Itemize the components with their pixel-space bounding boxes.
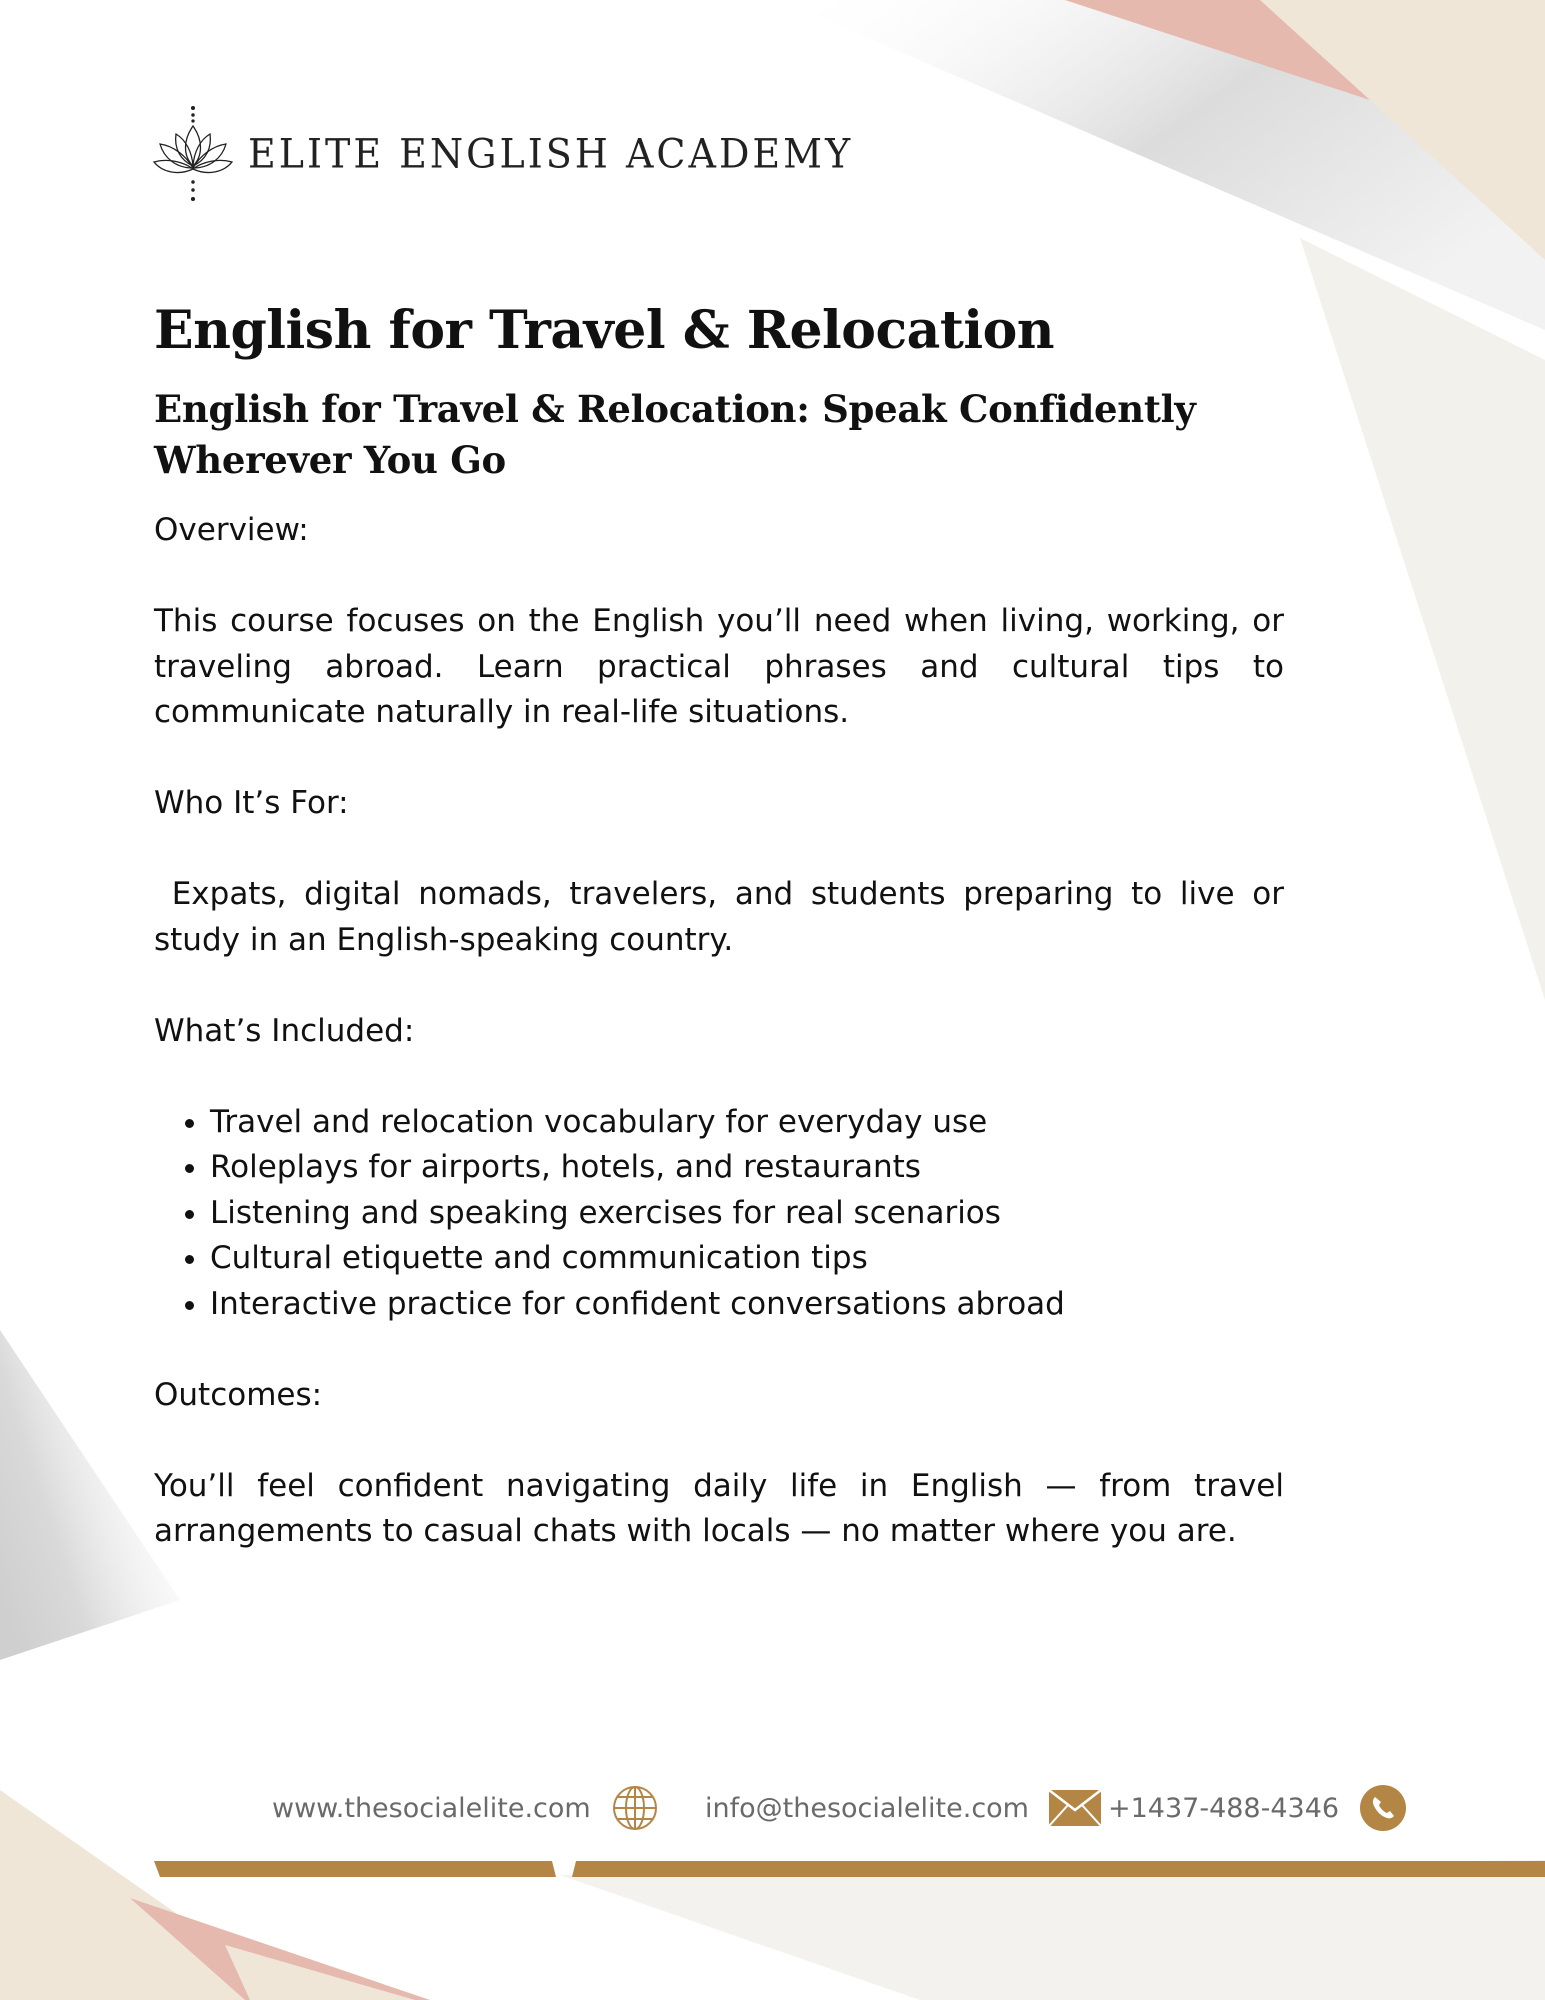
list-item: • Interactive practice for confident conversations abroad	[210, 1282, 1284, 1328]
footer-website[interactable]	[272, 1782, 659, 1834]
list-item: • Roleplays for airports, hotels, and restaurants	[210, 1145, 1284, 1191]
document-title: English for Travel & Relocation	[154, 300, 1055, 361]
phone-link[interactable]: +1437-488-4346	[1108, 1792, 1340, 1824]
document-body	[154, 508, 1294, 1600]
footer-phone[interactable]	[1108, 1782, 1407, 1834]
included-list	[210, 1100, 1284, 1328]
envelope-icon	[1049, 1790, 1101, 1826]
list-item: • Cultural etiquette and communication tips	[210, 1236, 1284, 1282]
overview-label: Overview:	[154, 512, 309, 548]
audience-text: Expats, digital nomads, travelers, and students preparing to live or study in an English-speaking country.	[154, 876, 1294, 958]
audience-label: Who It’s For:	[154, 785, 349, 821]
overview-text: This course focuses on the English you’ll need when living, working, or traveling abroad. Learn practical phrases and cultural tips to communicate naturally in real-life situations.	[154, 603, 1284, 730]
email-link[interactable]: info@thesocialelite.com	[705, 1792, 1029, 1824]
included-label: What’s Included:	[154, 1012, 415, 1049]
outcomes-text: You’ll feel confident navigating daily life in English — from travel arrangements to casual chats with locals — no matter where you are.	[154, 1467, 1284, 1549]
lotus-icon	[152, 104, 234, 204]
footer-accent-bar	[154, 1861, 1545, 1877]
list-item: • Travel and relocation vocabulary for everyday use	[210, 1100, 1284, 1146]
globe-icon	[611, 1784, 659, 1832]
outcomes-label: Outcomes:	[154, 1376, 323, 1413]
website-link[interactable]: www.thesocialelite.com	[272, 1792, 591, 1824]
brand-logo	[152, 104, 853, 204]
list-item: • Listening and speaking exercises for real scenarios	[210, 1191, 1284, 1237]
brand-name: ELITE ENGLISH ACADEMY	[248, 130, 854, 178]
phone-icon	[1359, 1784, 1407, 1832]
document-subtitle: English for Travel & Relocation: Speak Confidently Wherever You Go	[154, 387, 1196, 482]
footer-email[interactable]	[705, 1782, 1101, 1834]
